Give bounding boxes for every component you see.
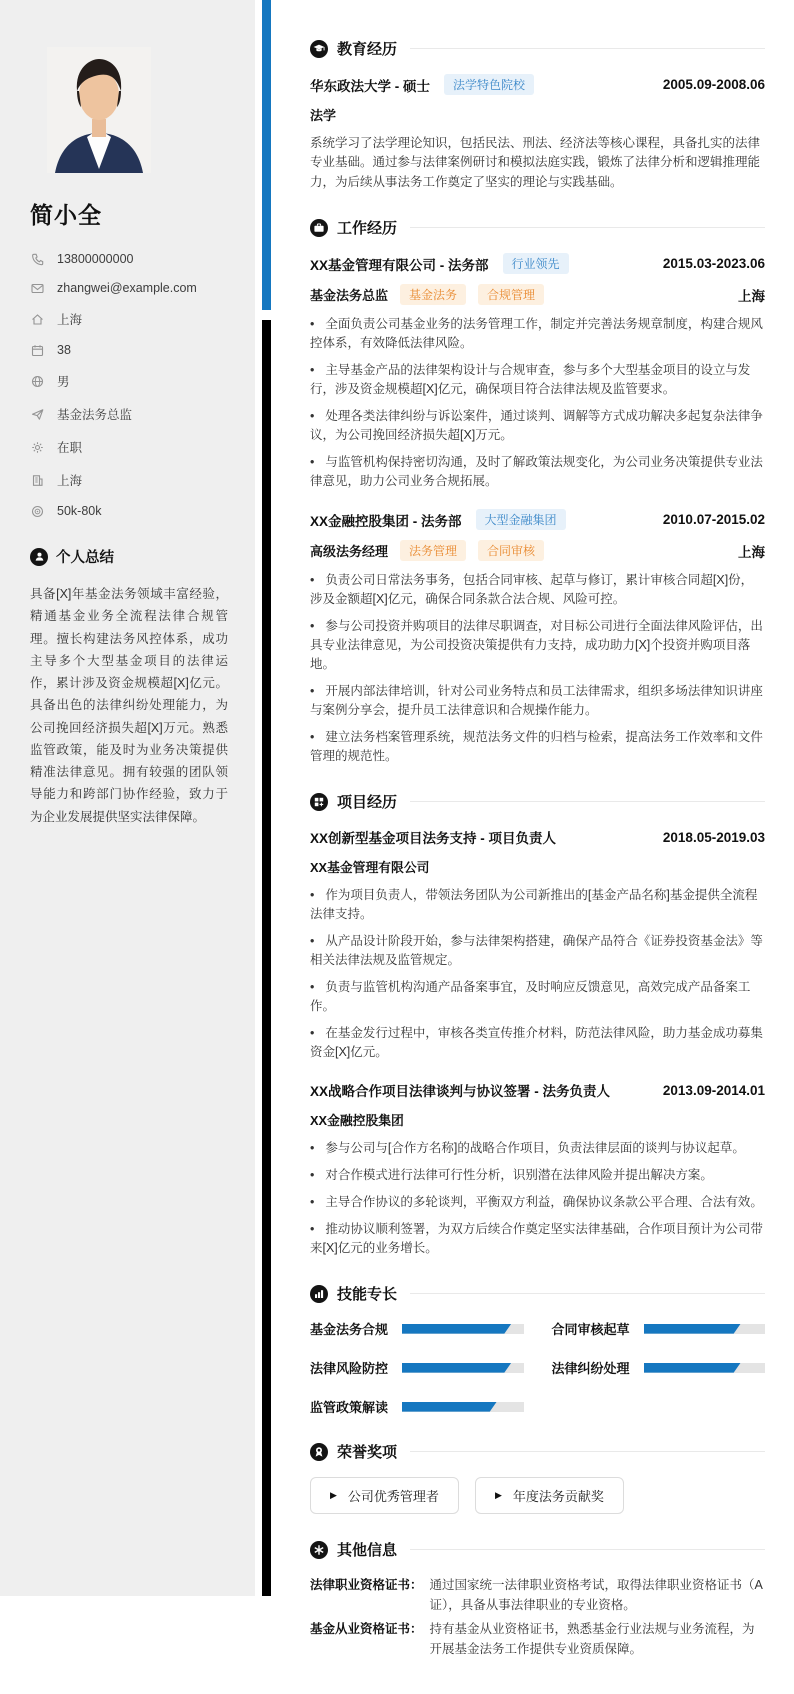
skill-bar-fill: [402, 1363, 511, 1373]
skill-label: 监管政策解读: [310, 1400, 389, 1416]
phone-icon: [30, 252, 44, 266]
section-divider: [410, 227, 765, 228]
person-icon: [30, 548, 48, 566]
project-entry: [310, 827, 765, 1062]
play-triangle-icon: ▶: [494, 1490, 502, 1501]
project-name: XX创新型基金项目法务支持 - 项目负责人: [310, 831, 557, 847]
project-bullet: • 从产品设计阶段开始，参与法律架构搭建，确保产品符合《证券投资基金法》等相关法律法规及监管规定。: [310, 932, 765, 970]
company-tag: 行业领先: [503, 253, 569, 274]
section-title: 教育经历: [337, 41, 398, 58]
briefcase-icon: [310, 219, 328, 237]
contact-value: 上海: [57, 474, 83, 488]
role-tag: 基金法务: [400, 284, 466, 305]
skill-item: [552, 1358, 766, 1377]
education-entry: [310, 74, 765, 192]
section-divider: [410, 48, 765, 49]
work-bullet: • 开展内部法律培训，针对公司业务特点和员工法律需求，组织多场法律知识讲座与案例分享会，提升员工法律意识和合规操作能力。: [310, 682, 765, 720]
skills-grid: [310, 1319, 765, 1416]
contact-value: 男: [57, 375, 70, 389]
job-role: 基金法务总监: [310, 288, 389, 304]
section-divider: [410, 801, 765, 802]
contact-value: 上海: [57, 313, 83, 327]
certificate-label: 法律职业资格证书：: [310, 1578, 423, 1593]
project-company: XX基金管理有限公司: [310, 860, 430, 876]
school-tag: 法学特色院校: [444, 74, 534, 95]
company-name: XX金融控股集团 - 法务部: [310, 513, 462, 529]
education-description: 系统学习了法学理论知识，包括民法、刑法、经济法等核心课程，具备扎实的法律专业基础。通过参与法律案例研讨和模拟法庭实践，锻炼了法律分析和逻辑推理能力，为后续从事法务工作奠定了坚实的理论与实践基础。: [310, 136, 761, 189]
contact-value: 基金法务总监: [57, 408, 133, 422]
education-dates: 2005.09-2008.06: [662, 77, 765, 92]
grid-icon: [310, 793, 328, 811]
skill-bar-track: [402, 1402, 524, 1412]
contact-item-age: [30, 343, 231, 357]
work-bullet: • 建立法务档案管理系统，规范法务文件的归档与检索，提高法务工作效率和文件管理的规范性。: [310, 728, 765, 766]
major: 法学: [310, 108, 337, 123]
job-role: 高级法务经理: [310, 544, 389, 560]
contact-value: 在职: [57, 441, 83, 455]
other-info-section: [310, 1539, 765, 1659]
skill-bar-track: [402, 1324, 524, 1334]
asterisk-icon: [310, 1541, 328, 1559]
project-entry: [310, 1080, 765, 1258]
honor-badge[interactable]: [310, 1477, 459, 1514]
project-bullet: • 推动协议顺利签署，为双方后续合作奠定坚实法律基础，合作项目预计为公司带来[X]亿元的业务增长。: [310, 1220, 765, 1258]
skill-bar-fill: [402, 1402, 497, 1412]
medal-icon: [310, 1443, 328, 1461]
certificate-label: 基金从业资格证书：: [310, 1621, 423, 1636]
contact-item-location: [30, 310, 231, 328]
work-location: 上海: [738, 544, 765, 560]
contact-item-email: [30, 281, 231, 295]
honor-label: 公司优秀管理者: [347, 1489, 439, 1505]
project-bullet: • 对合作模式进行法律可行性分析，识别潜在法律风险并提出解决方案。: [310, 1166, 765, 1185]
work-bullet: • 与监管机构保持密切沟通，及时了解政策法规变化，为公司业务决策提供专业法律意见，助力公司业务合规拓展。: [310, 453, 765, 491]
work-entry: [310, 253, 765, 491]
skill-item: [310, 1358, 524, 1377]
projects-section: [310, 791, 765, 1258]
project-bullet: • 在基金发行过程中，审核各类宣传推介材料，防范法律风险，助力基金成功募集资金[X]亿元。: [310, 1024, 765, 1062]
honors-row: [310, 1477, 765, 1514]
work-location: 上海: [738, 288, 765, 304]
skill-bar-track: [402, 1363, 524, 1373]
contact-item-phone: [30, 252, 231, 266]
graduation-cap-icon: [310, 40, 328, 58]
section-title: 工作经历: [337, 220, 398, 238]
sidebar: [0, 0, 255, 1596]
project-bullet: • 主导合作协议的多轮谈判，平衡双方利益，确保协议条款公平合理、合法有效。: [310, 1193, 765, 1212]
project-bullet: • 参与公司与[合作方名称]的战略合作项目，负责法律层面的谈判与协议起草。: [310, 1139, 765, 1158]
skill-bar-fill: [644, 1324, 741, 1334]
contact-item-gender: [30, 372, 231, 390]
profile-photo: [47, 47, 151, 173]
role-tag: 合同审核: [478, 540, 544, 561]
skill-item: [310, 1319, 524, 1338]
home-icon: [30, 312, 44, 326]
work-bullet: • 处理各类法律纠纷与诉讼案件，通过谈判、调解等方式成功解决多起复杂法律争议，为公司挽回经济损失超[X]万元。: [310, 407, 765, 445]
school-name: 华东政法大学 - 硕士: [310, 78, 430, 94]
education-section: [310, 38, 765, 192]
other-info-item: [310, 1619, 765, 1660]
email-icon: [30, 281, 44, 295]
work-section: [310, 217, 765, 766]
candidate-name: 简小全: [30, 202, 102, 228]
section-title: 荣誉奖项: [337, 1444, 398, 1462]
contact-value: 38: [57, 343, 71, 357]
section-title: 技能专长: [337, 1286, 398, 1304]
skill-label: 合同审核起草: [551, 1322, 630, 1338]
section-divider: [410, 1451, 765, 1452]
section-title: 其他信息: [337, 1542, 398, 1560]
skill-bar-track: [644, 1363, 766, 1373]
accent-stripe-blue: [262, 0, 271, 310]
summary-title: 个人总结: [56, 550, 114, 566]
project-dates: 2018.05-2019.03: [662, 829, 765, 845]
certificate-text: 持有基金从业资格证书，熟悉基金行业法规与业务流程，为开展基金法务工作提供专业资质保障。: [429, 1621, 755, 1656]
gear-icon: [30, 440, 44, 454]
role-tag: 法务管理: [400, 540, 466, 561]
contact-item-job-title: [30, 405, 231, 423]
skill-item: [310, 1397, 524, 1416]
section-title: 项目经历: [337, 794, 398, 812]
honor-badge[interactable]: [475, 1477, 624, 1514]
other-info-item: [310, 1575, 765, 1616]
work-dates: 2010.07-2015.02: [662, 512, 765, 528]
bar-chart-icon: [310, 1285, 328, 1303]
summary-text: 具备[X]年基金法务领域丰富经验，精通基金业务全流程法律合规管理。擅长构建法务风控体系，成功主导多个大型基金项目的法律运作，累计涉及资金规模超[X]亿元。具备出色的法律纠纷处理能力，为公司挽回经济损失超[X]万元。熟悉监管政策，能及时为业务决策提供精准法律意见。拥有较强的团队领导能力和跨部门协作经验，致力于为企业发展提供坚实法律保障。: [30, 587, 228, 824]
contact-value: 50k-80k: [57, 504, 102, 518]
calendar-icon: [30, 343, 44, 357]
personal-summary-section: [30, 546, 231, 828]
accent-stripe-black: [262, 320, 271, 1596]
contact-list: [30, 252, 231, 518]
company-name: XX基金管理有限公司 - 法务部: [310, 257, 489, 273]
project-bullet: • 负责与监管机构沟通产品备案事宜，及时响应反馈意见，高效完成产品备案工作。: [310, 978, 765, 1016]
company-tag: 大型金融集团: [476, 509, 566, 530]
paper-plane-icon: [30, 407, 44, 421]
section-divider: [410, 1293, 765, 1294]
skill-item: [552, 1319, 766, 1338]
skill-bar-fill: [644, 1363, 741, 1373]
contact-item-status: [30, 438, 231, 456]
globe-icon: [30, 374, 44, 388]
target-icon: [30, 504, 44, 518]
role-tag: 合规管理: [478, 284, 544, 305]
honor-label: 年度法务贡献奖: [512, 1489, 604, 1505]
skill-label: 法律风险防控: [310, 1361, 389, 1377]
skills-section: [310, 1283, 765, 1416]
section-divider: [410, 1549, 765, 1550]
play-triangle-icon: ▶: [330, 1490, 337, 1501]
contact-item-salary: [30, 504, 231, 518]
work-bullet: • 主导基金产品的法律架构设计与合规审查，参与多个大型基金项目的设立与发行，涉及资金规模超[X]亿元，确保项目符合法律法规及监管要求。: [310, 361, 765, 399]
work-bullet: • 全面负责公司基金业务的法务管理工作，制定并完善法务规章制度，构建合规风控体系，有效降低法律风险。: [310, 315, 765, 353]
resume-main: [271, 0, 794, 1694]
skill-bar-track: [644, 1324, 766, 1334]
skill-label: 法律纠纷处理: [551, 1361, 630, 1377]
certificate-text: 通过国家统一法律职业资格考试，取得法律职业资格证书（A证），具备从事法律职业的专业资格。: [429, 1578, 763, 1613]
work-bullet: • 参与公司投资并购项目的法律尽职调查，对目标公司进行全面法律风险评估，出具专业法律意见，为公司投资决策提供有力支持，成功助力[X]个投资并购项目落地。: [310, 617, 765, 674]
contact-item-city: [30, 471, 231, 489]
project-name: XX战略合作项目法律谈判与协议签署 - 法务负责人: [310, 1084, 611, 1100]
honors-section: [310, 1441, 765, 1514]
work-entry: [310, 509, 765, 766]
skill-label: 基金法务合规: [310, 1322, 389, 1338]
project-dates: 2013.09-2014.01: [662, 1082, 765, 1098]
project-bullet: • 作为项目负责人，带领法务团队为公司新推出的[基金产品名称]基金提供全流程法律支持。: [310, 886, 765, 924]
skill-bar-fill: [402, 1324, 511, 1334]
work-bullet: • 负责公司日常法务事务，包括合同审核、起草与修订，累计审核合同超[X]份，涉及金额超[X]亿元，确保合同条款合法合规、风险可控。: [310, 571, 765, 609]
work-dates: 2015.03-2023.06: [662, 256, 765, 272]
contact-value: 13800000000: [57, 252, 134, 266]
building-icon: [30, 473, 44, 487]
contact-value: zhangwei@example.com: [57, 281, 197, 295]
project-company: XX金融控股集团: [310, 1113, 404, 1129]
